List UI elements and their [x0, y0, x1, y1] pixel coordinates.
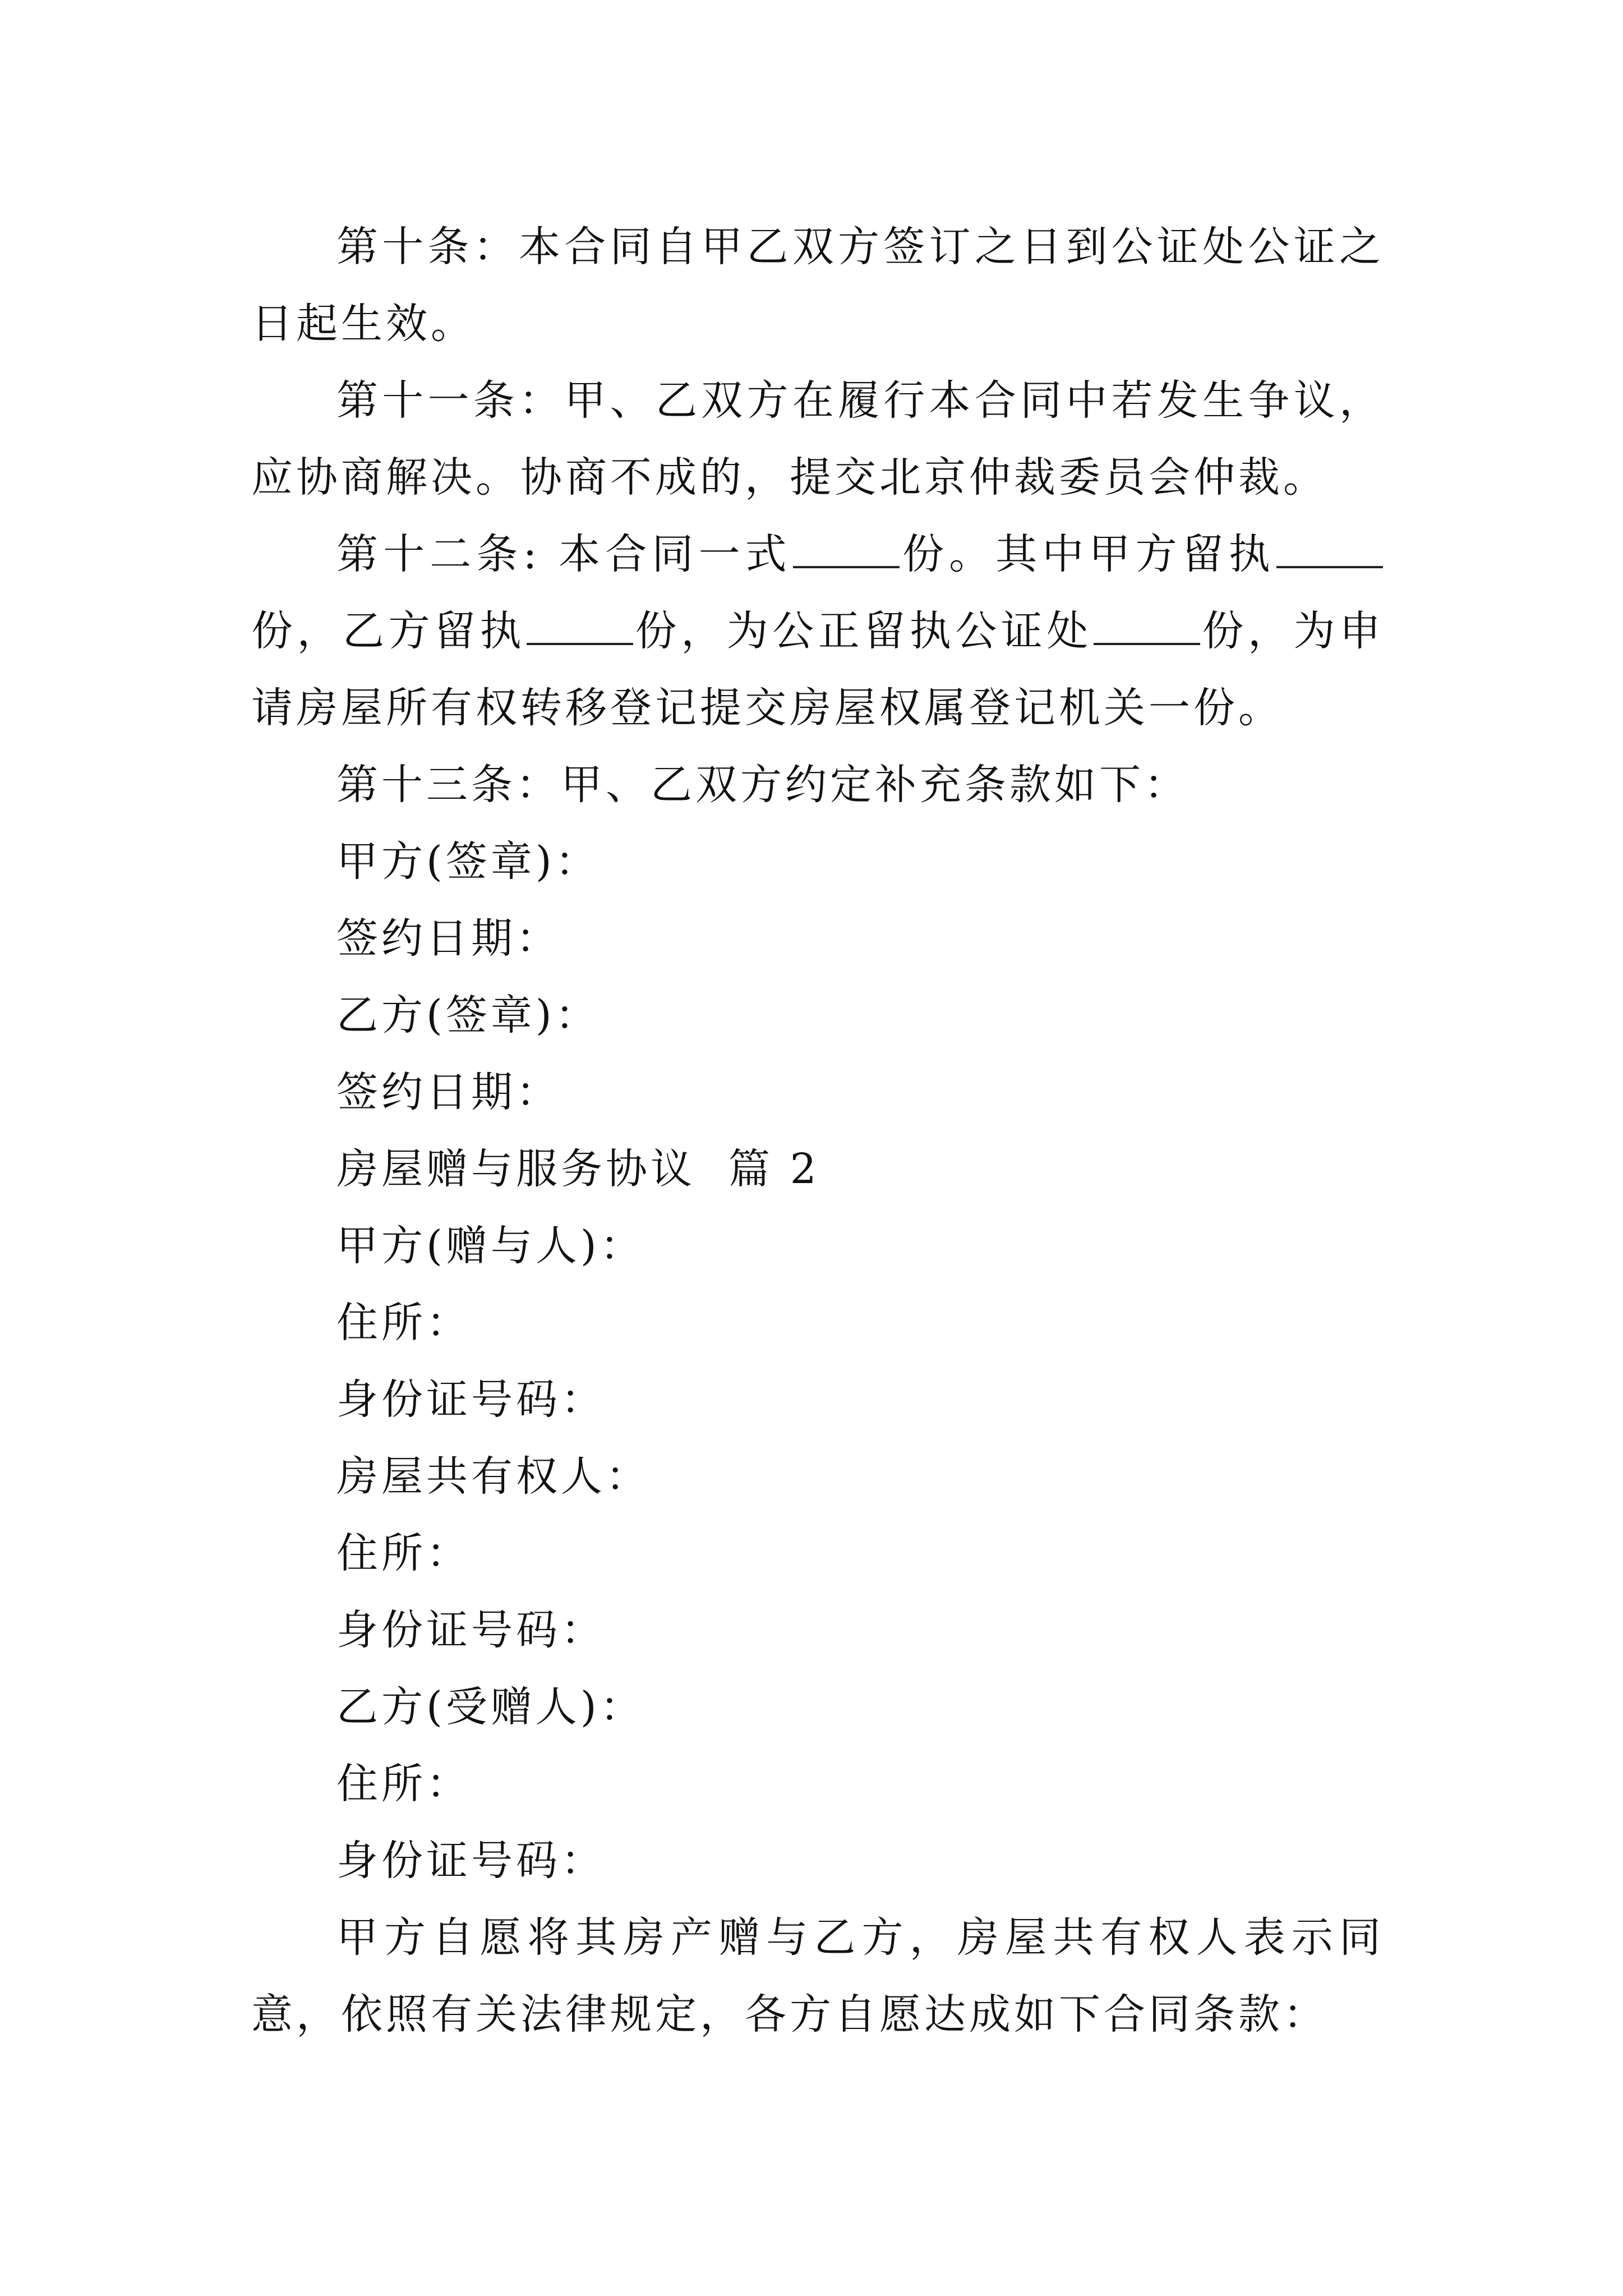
donor-address-line: 住所：: [336, 1299, 471, 1347]
section-title: 房屋赠与服务协议 篇 2: [336, 1145, 820, 1193]
article-10: 第十条：本合同自甲乙双方签订之日到公证处公证之日起生效。: [251, 223, 1384, 348]
article-12-part-1: 第十二条: 本合同一式: [336, 530, 792, 578]
blank-copies-total: [793, 530, 900, 568]
article-12-part-4: 份，为公正留执公证处: [634, 607, 1092, 655]
co-owner-line: 房屋共有权人：: [336, 1452, 651, 1501]
co-owner-address-line: 住所：: [336, 1529, 471, 1577]
donee-line: 乙方(受赠人)：: [336, 1683, 645, 1731]
blank-copies-party-b: [527, 607, 633, 645]
signing-date-line: 签约日期：: [336, 914, 561, 963]
article-11: 第十一条：甲、乙双方在履行本合同中若发生争议，应协商解决。协商不成的，提交北京仲裁委员会仲裁。: [251, 376, 1384, 501]
co-owner-id-line: 身份证号码：: [336, 1606, 606, 1654]
donor-line: 甲方(赠与人)：: [336, 1222, 645, 1270]
agreement-intro: 甲方自愿将其房产赠与乙方，房屋共有权人表示同意，依照有关法律规定，各方自愿达成如下合同条款：: [251, 1913, 1384, 2039]
article-13: 第十三条：甲、乙双方约定补充条款如下：: [336, 761, 1189, 809]
donee-address-line: 住所：: [336, 1760, 471, 1808]
blank-copies-notary: [1094, 607, 1200, 645]
party-b-signature-line: 乙方(签章)：: [336, 991, 600, 1039]
donee-id-line: 身份证号码：: [336, 1837, 606, 1885]
signing-date-line: 签约日期：: [336, 1068, 561, 1116]
blank-copies-party-a: [1276, 530, 1383, 568]
contract-text: [251, 209, 1384, 2053]
article-12-part-5: 份，为申请房屋所有权转移登记提交房屋权属登记机关一份。: [251, 607, 1385, 732]
article-12: [251, 516, 1384, 747]
article-12-part-3: 份，乙方留执: [251, 607, 526, 655]
party-a-signature-line: 甲方(签章)：: [336, 838, 600, 886]
donor-id-line: 身份证号码：: [336, 1375, 606, 1424]
article-12-part-2: 份。其中甲方留执: [900, 530, 1276, 578]
